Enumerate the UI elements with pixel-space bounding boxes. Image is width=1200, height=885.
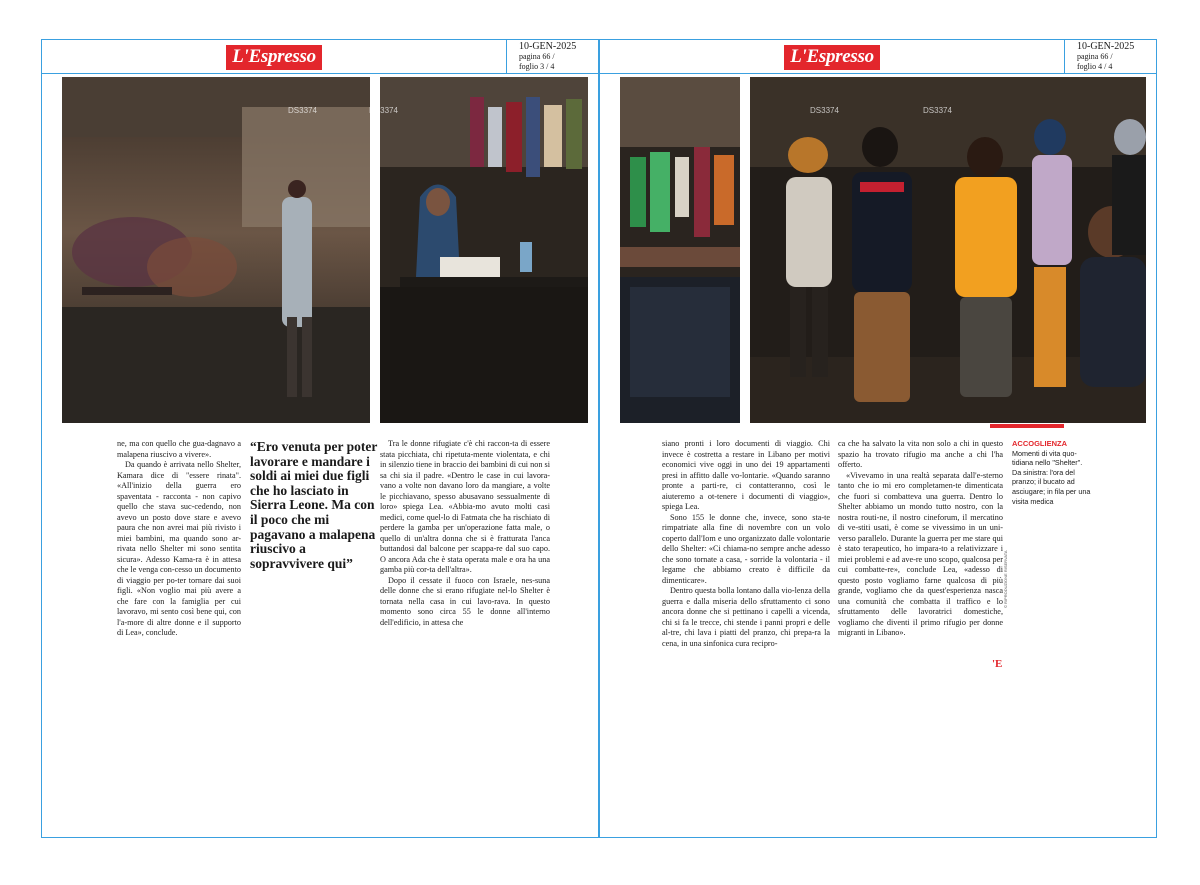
watermark-1: DS3374 [288,106,317,115]
watermark-3: DS3374 [810,106,839,115]
article-paragraph: siano pronti i loro documenti di viaggio. Chi invece è costretta a restare in Libano per motivi economici vive oggi in uno dei 19 appartamenti presi in affitto dalle vo-lontarie. «Quando saranno pronte a parti-re, ci contatteranno, così le aiuteremo a ot-tenere i documenti di viaggio», spiega Lea. [662,439,830,511]
article-column-3 [662,439,830,649]
right-logo-cell [600,40,1064,74]
article-paragraph: Dentro questa bolla lontano dalla vio-lenza della guerra e dalla miseria dello sfruttamento ci sono ancora donne che si pettinano i capelli a vicenda, chi si fa le trecce, chi stende i panni propri e delle al-tre, chi lava i piatti del pranzo, chi prepa-ra la cena, in una sinfonica cura recipro- [662,586,830,648]
end-mark: 'E [992,658,1003,670]
article-paragraph: ca che ha salvato la vita non solo a chi in questo spazio ha trovato rifugio ma anche a chi l'ha offerto. [838,439,1003,469]
left-logo-cell [42,40,506,74]
left-page-frame [41,39,599,838]
article-paragraph: Sono 155 le donne che, invece, sono sta-te rimpatriate alla fine di novembre con un volo coperto dall'Iom e uno organizzato dalle volontarie dello Shelter: «Ci chiama-no sempre anche adesso che sono tornate a casa, - sorride la volontaria - il legame che abbiamo creato è difficile da dimenticare». [662,512,830,585]
pull-quote: “Ero venuta per poter lavorare e mandare i soldi ai miei due figli che ho lasciato in Sierra Leone. Ma con il poco che mi pagavano a malapena riuscivo a sopravvivere qui” [250,439,378,571]
caption-text: Momenti di vita quo-tidiana nello "Shelter". Da sinistra: l'ora del pranzo; il bucato ad asciugare; in fila per una visita medica [1012,448,1091,506]
left-meta-cell [506,40,599,74]
left-date: 10-GEN-2025 [519,41,577,52]
article-column-4 [838,439,1003,639]
photo-refugees-lunch [62,77,370,423]
article-column-2 [380,439,550,628]
article-paragraph: «Vivevamo in una realtà separata dall'e-sterno tanto che io mi ero completamen-te dimenticata che fuori si combatteva una guerra. Dentro lo Shelter abbiamo un mondo tutto nostro, con la nostra routi-ne, il nostro cineforum, il mercatino di ve-stiti usati, è come se vivessimo in un uni-verso parallelo. Durante la guerra per me stare qui è stato terapeutico, ho impara-to a relativizzare i miei problemi e ad ave-re uno scopo, qualcosa per cui combatte-re», conclude Lea, «adesso di questo posto vogliamo farne qualcosa di più grande, vogliamo che da quest'esperienza nasca una comunità che combatta il traffico e lo sfruttamento delle lavoratrici domestiche, vogliamo che diventi il primo rifugio per donne migranti in Libano». [838,470,1003,637]
photo-women-group [750,77,1146,423]
article-paragraph: ne, ma con quello che gua-dagnavo a malapena riuscivo a vivere». [117,439,241,459]
caption-accent-bar [990,424,1064,428]
article-paragraph: Da quando è arrivata nello Shelter, Kamara dice di "essere rinata". «All'inizio della guerra ero spaventata - racconta - non capivo quello che stava suc-cedendo, non avevo un posto dove stare e avevo paura che non avrei mai più rivisto i miei bambini, ma quando sono ar-rivata nello Shelter mi sono sentita sicura». Adesso Kama-ra è in attesa che le venga con-cesso un documento di viaggio per po-ter tornare dai suoi figli. «Non voglio mai più avere a che fare con la famiglia per cui lavoravo, mi sento così bene qui, con l'a-more di altre donne e il supporto di Lea», conclude. [117,460,241,637]
right-page-number: pagina 66 / [1077,52,1113,61]
article-paragraph: Dopo il cessate il fuoco con Israele, nes-suna delle donne che si erano rifugiate nel-lo Shelter è tornata nella casa in cui lavo-rava. In questo momento sono circa 55 le donne all'interno dell'edificio, in attesa che [380,575,550,627]
left-page-number: pagina 66 / [519,52,555,61]
photo-seamstress [380,77,588,423]
photo-caption [1012,439,1092,506]
watermark-2: DS3374 [369,106,398,115]
espresso-logo: L'Espresso [784,45,880,70]
left-page-header [42,40,598,74]
espresso-logo: L'Espresso [226,45,322,70]
right-date: 10-GEN-2025 [1077,41,1135,52]
photo-laundry [620,77,740,423]
right-page-header [600,40,1156,74]
watermark-4: DS3374 [923,106,952,115]
left-sheet-number: foglio 3 / 4 [519,62,555,71]
copyright-note: © RIPRODUZIONE RISERVATA [1003,550,1008,608]
right-sheet-number: foglio 4 / 4 [1077,62,1113,71]
article-paragraph: Tra le donne rifugiate c'è chi raccon-ta di essere stata picchiata, chi ripetuta-mente violentata, e chi in silenzio tiene in braccio dei bambini di cui non si sa chi sia il padre. «Dentro le case in cui lavora-vano a volte non davano loro da mangiare, a volte le picchiavano, spesso abusavano sessualmente di loro» spiega Lea. «Abbia-mo avuto molti casi medici, come quel-lo di Fatmata che ha rischiato di perdere la gamba per un'operazione fatta male, o quello di un'altra donna che si è fratturata l'anca buttandosi dal balcone per scappa-re dal suo capo. O ancora Ada che è stata operata male e ora ha una gamba più cor-ta dell'altra». [380,439,550,574]
right-page-frame [599,39,1157,838]
right-meta-cell [1064,40,1157,74]
caption-title: ACCOGLIENZA [1012,439,1067,448]
article-column-1 [117,439,241,639]
